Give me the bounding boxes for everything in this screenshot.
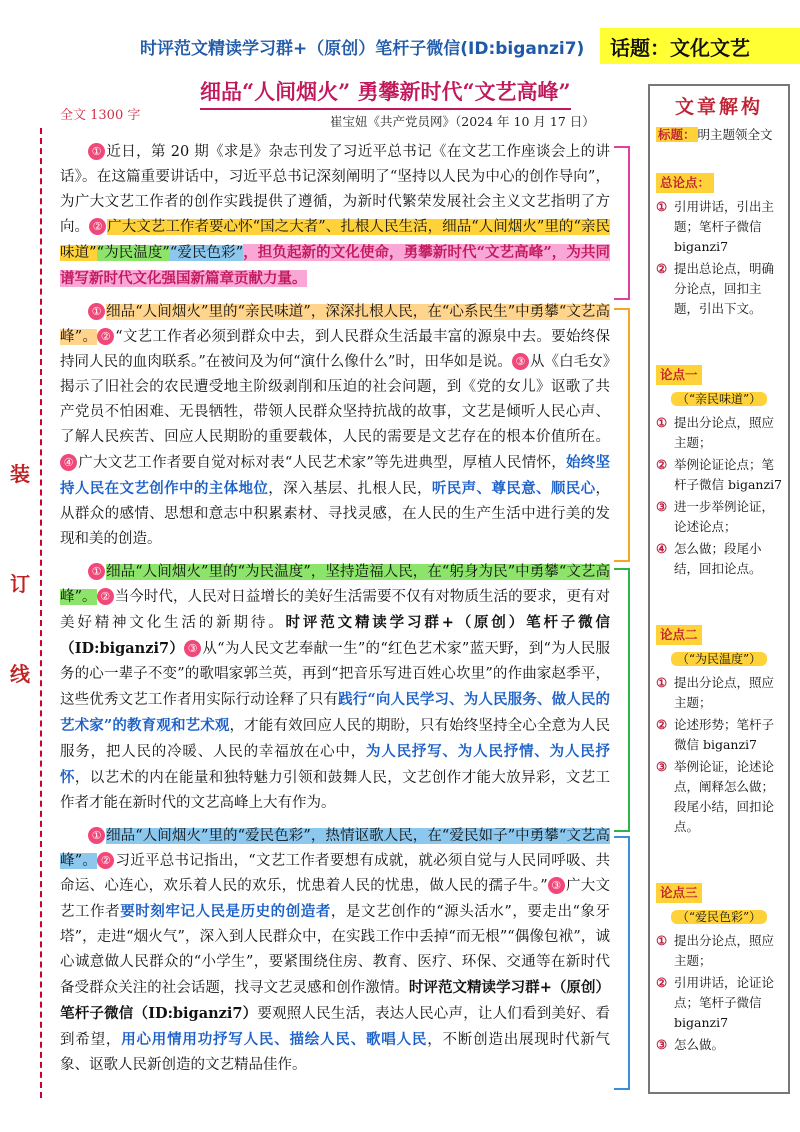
article-title: 细品“人间烟火” 勇攀新时代“文艺高峰” (200, 76, 571, 110)
text: 当今时代，人民对日益增长的美好生活需要不仅有对物质生活的要求，更有对美好精神文化生活的新期待。 (60, 589, 610, 631)
text: 习近平总书记指出，“文艺工作者要想有成就，就必须自觉与人民同呼吸、共命运、心连心，欢乐着人民的欢乐，忧患着人民的忧患，做人民的孺子牛。” (60, 853, 610, 894)
section-sub: （“为民温度”） (656, 649, 782, 669)
paragraph-point-three (60, 822, 610, 1084)
analysis-item: ③ 进一步举例论证，论述论点； (656, 499, 775, 534)
section-head: 论点一 (656, 365, 702, 385)
analysis-item: ② 引用讲话，论证论点；笔杆子微信 biganzi7 (656, 975, 775, 1030)
text: ，从群众的感情、思想和意志中积累素材、寻找灵感，在人民的生产生活中进行美的发现和美的创造。 (60, 481, 610, 547)
bracket-point-one (614, 308, 630, 562)
topic-tag: 话题：文化文艺 (600, 28, 800, 64)
header-banner: 时评范文精读学习群+（原创）笔杆子微信(ID:biganzi7) (140, 39, 585, 59)
highlight-text: 细品“人间烟火”里的“亲民味道”，深深扎根人民，在“心系民生”中勇攀“文艺高峰”。 (60, 304, 610, 345)
sentence-number: ② (89, 218, 106, 235)
sentence-number: ③ (512, 353, 529, 370)
analysis-item: ① 提出分论点，照应主题； (656, 415, 775, 450)
paragraph-point-two (60, 558, 610, 822)
emphasis-text: 用心用情用功抒写人民、描绘人民、歌唱人民 (121, 1031, 428, 1048)
sentence-number: ③ (184, 640, 201, 657)
emphasis-text: 为人民抒写、为人民抒情、为人民抒怀 (60, 743, 610, 786)
sentence-number: ① (88, 563, 105, 580)
sentence-number: ① (88, 303, 105, 320)
section-head: 论点二 (656, 625, 702, 645)
analysis-section (650, 877, 788, 1055)
sentence-number: ④ (60, 454, 77, 471)
sentence-number: ③ (548, 877, 565, 894)
binding-char: 订 (10, 572, 30, 596)
text: 从《白毛女》揭示了旧社会的农民遭受地主阶级剥削和压迫的社会问题，到《党的女儿》讴歌了共产党员不怕困难、无畏牺牲，带领人民群众坚持抗战的故事，文艺是倾听人民心声、了解人民疾苦、回应人民期盼的重要载体，人民的需要是文艺存在的根本价值所在。 (60, 354, 610, 445)
text: “文艺工作者必须到群众中去，到人民群众生活最丰富的源泉中去。要始终保持同人民的血肉联系。”在被问及为何“演什么像什么”时，田华如是说。 (60, 329, 610, 370)
emphasis-text: 听民声、尊民意、顺民心 (431, 480, 596, 497)
highlight-text: 细品“人间烟火”里的“为民温度”，坚持造福人民，在“躬身为民”中勇攀“文艺高峰”。 (60, 564, 610, 605)
analysis-item: ② 提出总论点，明确分论点，回扣主题，引出下文。 (656, 261, 775, 316)
binding-char: 线 (10, 662, 30, 686)
text: ，不断创造出展现时代新气象、讴歌人民新创造的文艺精品佳作。 (60, 1032, 611, 1073)
binding-char: 装 (10, 462, 30, 486)
keyword: “为民温度” (96, 245, 170, 261)
highlight-text: ，担负起新的文化使命，勇攀新时代“文艺高峰”，为共同谱写新时代文化强国新篇章贡献力量。 (60, 244, 611, 287)
analysis-section (650, 619, 788, 837)
bracket-point-three (614, 836, 630, 1090)
text: ，以艺术的内在能量和独特魅力引领和鼓舞人民，文艺创作才能大放异彩，文艺工作者才能在新时代的文艺高峰上大有作为。 (60, 770, 610, 811)
emphasis-text: 践行“向人民学习、为人民服务、做人民的艺术家”的教育观和艺术观 (60, 691, 611, 734)
keyword: “亲民味道” (60, 219, 610, 261)
analysis-item: ③ 怎么做。 (656, 1037, 725, 1052)
section-head: 论点三 (656, 883, 702, 903)
section-head: 总论点： (656, 173, 714, 193)
analysis-item: ② 论述形势；笔杆子微信 biganzi7 (656, 717, 775, 752)
paragraph-intro (60, 138, 610, 298)
lead-label: 标题： (658, 127, 696, 142)
analysis-item: ③ 举例论证，论述论点，阐释怎么做；段尾小结，回扣论点。 (656, 759, 775, 834)
text: 广大文艺工作者要自觉对标对表“人民艺术家”等先进典型，厚植人民情怀， (78, 455, 566, 471)
text: ，才能有效回应人民的期盼，只有始终坚持全心全意为人民服务，把人民的冷暖、人民的幸福放在心中， (60, 718, 610, 760)
analysis-item: ④ 怎么做；段尾小结，回扣论点。 (656, 541, 762, 576)
binding-line (40, 128, 42, 1098)
text: 从“为人民文艺奉献一生”的“红色艺术家”蓝天野，到“为人民服务的心一辈子不变”的歌唱家郭兰英，再到“把音乐写进百姓心坎里”的作曲家赵季平，这些优秀文艺工作者用实际行动诠释了只有 (60, 641, 611, 708)
analysis-item: ② 举例论证论点；笔杆子微信 biganzi7 (656, 457, 783, 492)
sentence-number: ② (97, 328, 114, 345)
watermark-text: 时评范文精读学习群+（原创）笔杆子微信（ID:biganzi7） (60, 614, 610, 657)
article-body (60, 138, 610, 1084)
lead-text: 明主题领全文 (697, 127, 773, 142)
analysis-panel (648, 84, 790, 1094)
byline: 崔宝妞《共产党员网》（2024 年 10 月 17 日） (330, 114, 595, 129)
analysis-section (650, 167, 788, 319)
bracket-point-two (614, 568, 630, 832)
sentence-number: ② (97, 588, 114, 605)
emphasis-text: 要时刻牢记人民是历史的创造者 (120, 903, 331, 920)
analysis-title: 文章解构 (674, 96, 763, 118)
word-count: 全文 1300 字 (60, 108, 141, 123)
text: 要观照人民生活，表达人民心声，让人们看到美好、看到希望， (60, 1006, 610, 1048)
sentence-number: ① (88, 827, 105, 844)
analysis-section (650, 359, 788, 579)
text: 广大文艺工作者 (60, 878, 610, 920)
keyword: “爱民色彩” (169, 245, 244, 261)
highlight-text: 广大文艺工作者要心怀“国之大者”、扎根人民生活，细品“人间烟火”里的 (107, 219, 574, 235)
sentence-number: ② (97, 852, 114, 869)
text: ，深入基层、扎根人民， (268, 481, 432, 497)
analysis-item: ① 提出分论点，照应主题； (656, 675, 775, 710)
bracket-intro (614, 146, 630, 300)
analysis-item: ① 引用讲话，引出主题；笔杆子微信 biganzi7 (656, 199, 775, 254)
section-sub: （“爱民色彩”） (656, 907, 782, 927)
analysis-item: ① 提出分论点，照应主题； (656, 933, 775, 968)
text: 近日，第 20 期《求是》杂志刊发了习近平总书记《在文艺工作座谈会上的讲话》。在这篇重要讲话中，习近平总书记深刻阐明了“坚持以人民为中心的创作导向”，为广大文艺工作者的创作实践提供了遵循，为新时代繁荣发展社会主义文艺指明了方向。 (60, 144, 610, 235)
sentence-number: ① (88, 143, 105, 160)
watermark-text: 时评范文精读学习群+（原创）笔杆子微信（ID:biganzi7） (60, 979, 610, 1022)
analysis-lead (650, 125, 788, 145)
emphasis-text: 始终坚持人民在文艺创作中的主体地位 (60, 454, 611, 497)
section-sub: （“亲民味道”） (656, 389, 782, 409)
text: ，是文艺创作的“源头活水”，要走出“象牙塔”，走进“烟火气”，深入到人民群众中，在实践工作中丢掉“而无根”“偶像包袱”，诚心诚意做人民群众的“小学生”，要紧围绕住房、教育、医疗、环保、交通等在新时代备受群众关注的社会话题，找寻文艺灵感和创作激情。 (60, 904, 611, 996)
highlight-text: 细品“人间烟火”里的“爱民色彩”，热情讴歌人民，在“爱民如子”中勇攀“文艺高峰”。 (60, 828, 610, 869)
paragraph-point-one (60, 298, 610, 558)
